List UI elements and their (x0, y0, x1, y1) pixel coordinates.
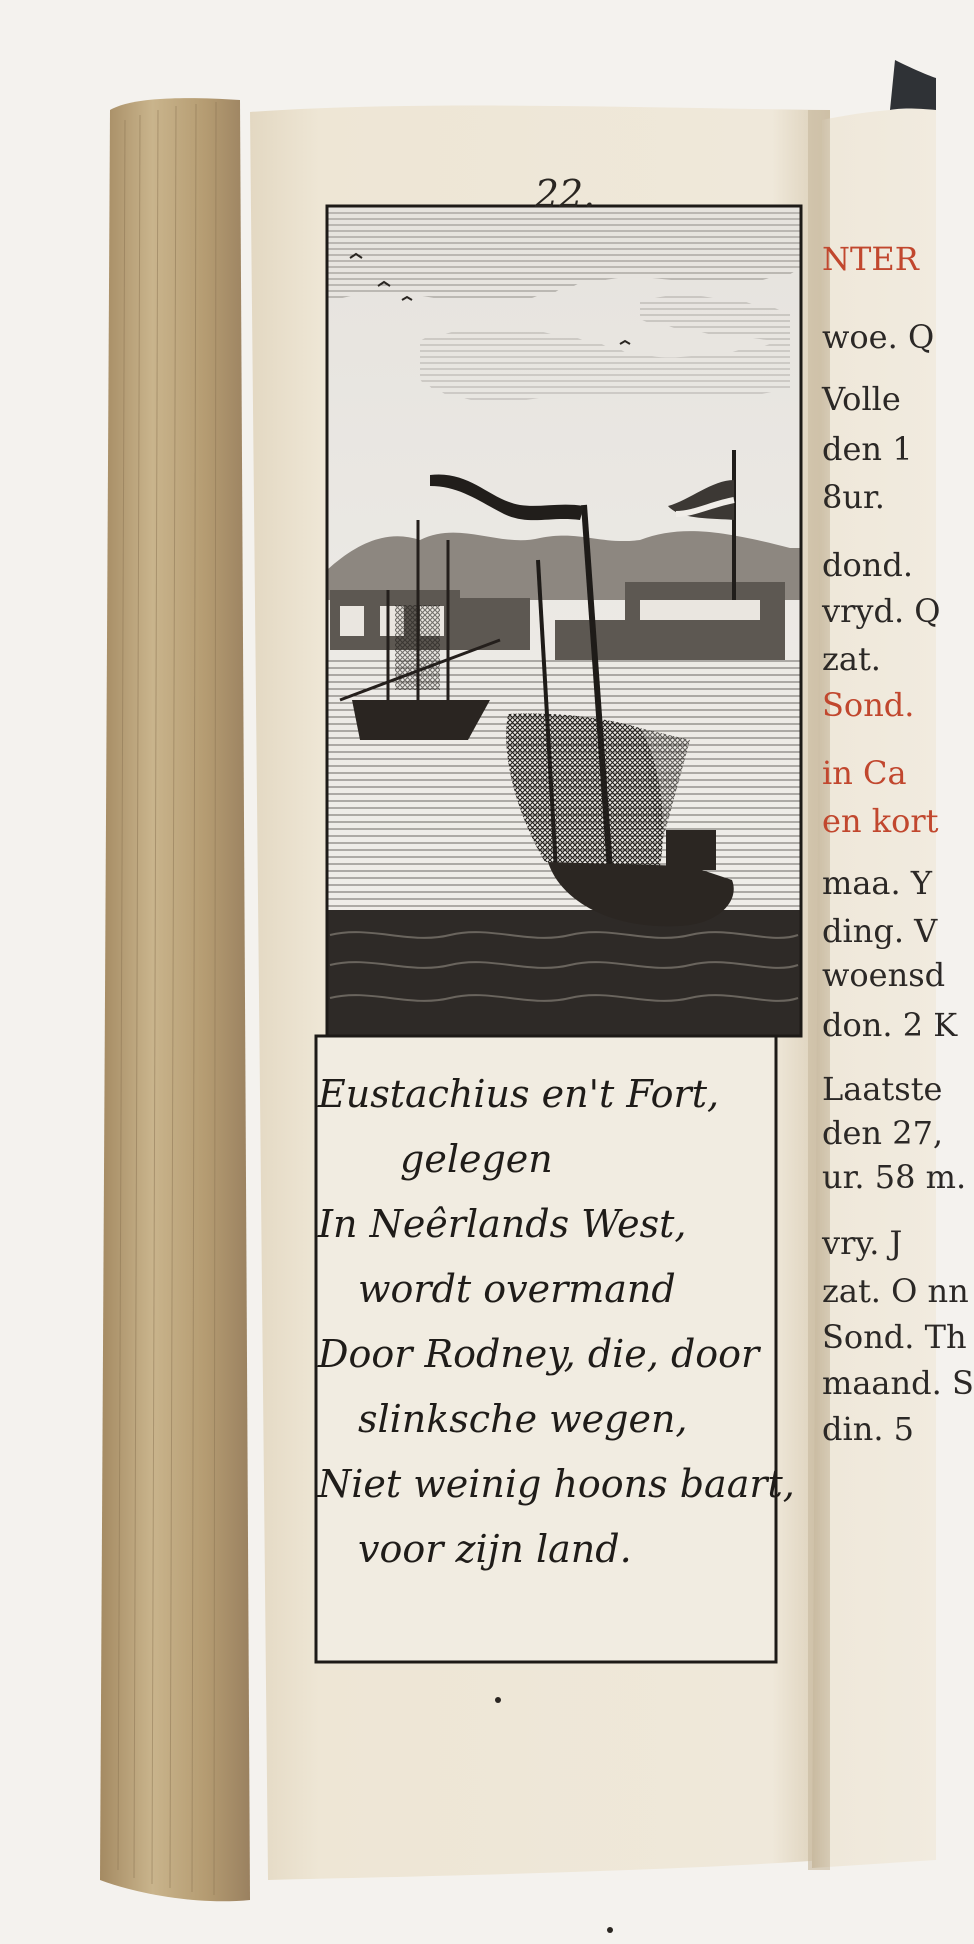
facing-page-line: din. 5 (822, 1410, 915, 1448)
facing-page-line: vry. J (822, 1224, 903, 1262)
facing-page-line: zat. O nn (822, 1272, 969, 1310)
facing-page-line: zat. (822, 640, 881, 678)
facing-page-line: en kort (822, 802, 939, 840)
facing-page-line: 8ur. (822, 478, 885, 516)
facing-page-line: ding. V (822, 912, 938, 950)
facing-page-line: woensd (822, 956, 946, 994)
facing-page-line: den 1 (822, 430, 913, 468)
facing-page-line: den 27, (822, 1114, 944, 1152)
verse-caption (318, 1062, 795, 1582)
facing-page-line: Sond. Th (822, 1318, 967, 1356)
caption-line: wordt overmand (358, 1267, 676, 1311)
engraving-plate (327, 206, 801, 1036)
facing-page-line: ur. 58 m. (822, 1158, 967, 1196)
facing-page-line: Laatste (822, 1070, 943, 1108)
facing-page-line: NTER (822, 240, 919, 278)
caption-line: voor zijn land. (358, 1527, 632, 1571)
facing-page-line: in Ca (822, 754, 907, 792)
caption-line: Eustachius en't Fort, (318, 1072, 720, 1116)
facing-page-line: maand. S (822, 1364, 974, 1402)
facing-page-line: maa. Y (822, 864, 932, 902)
facing-page-line: dond. (822, 546, 914, 584)
facing-page-line: don. 2 K (822, 1006, 958, 1044)
caption-line: Niet weinig hoons baart, (318, 1462, 795, 1506)
caption-line: Door Rodney, die, door (318, 1332, 760, 1376)
facing-page-line: vryd. Q (822, 592, 941, 630)
caption-line: slinksche wegen, (358, 1397, 688, 1441)
page-number: 22. (534, 172, 596, 216)
facing-page-line: woe. Q (822, 318, 935, 356)
facing-page-line: Volle (822, 380, 901, 418)
caption-line: gelegen (400, 1137, 553, 1181)
facing-page-line: Sond. (822, 686, 915, 724)
caption-line: In Neêrlands West, (318, 1202, 687, 1246)
